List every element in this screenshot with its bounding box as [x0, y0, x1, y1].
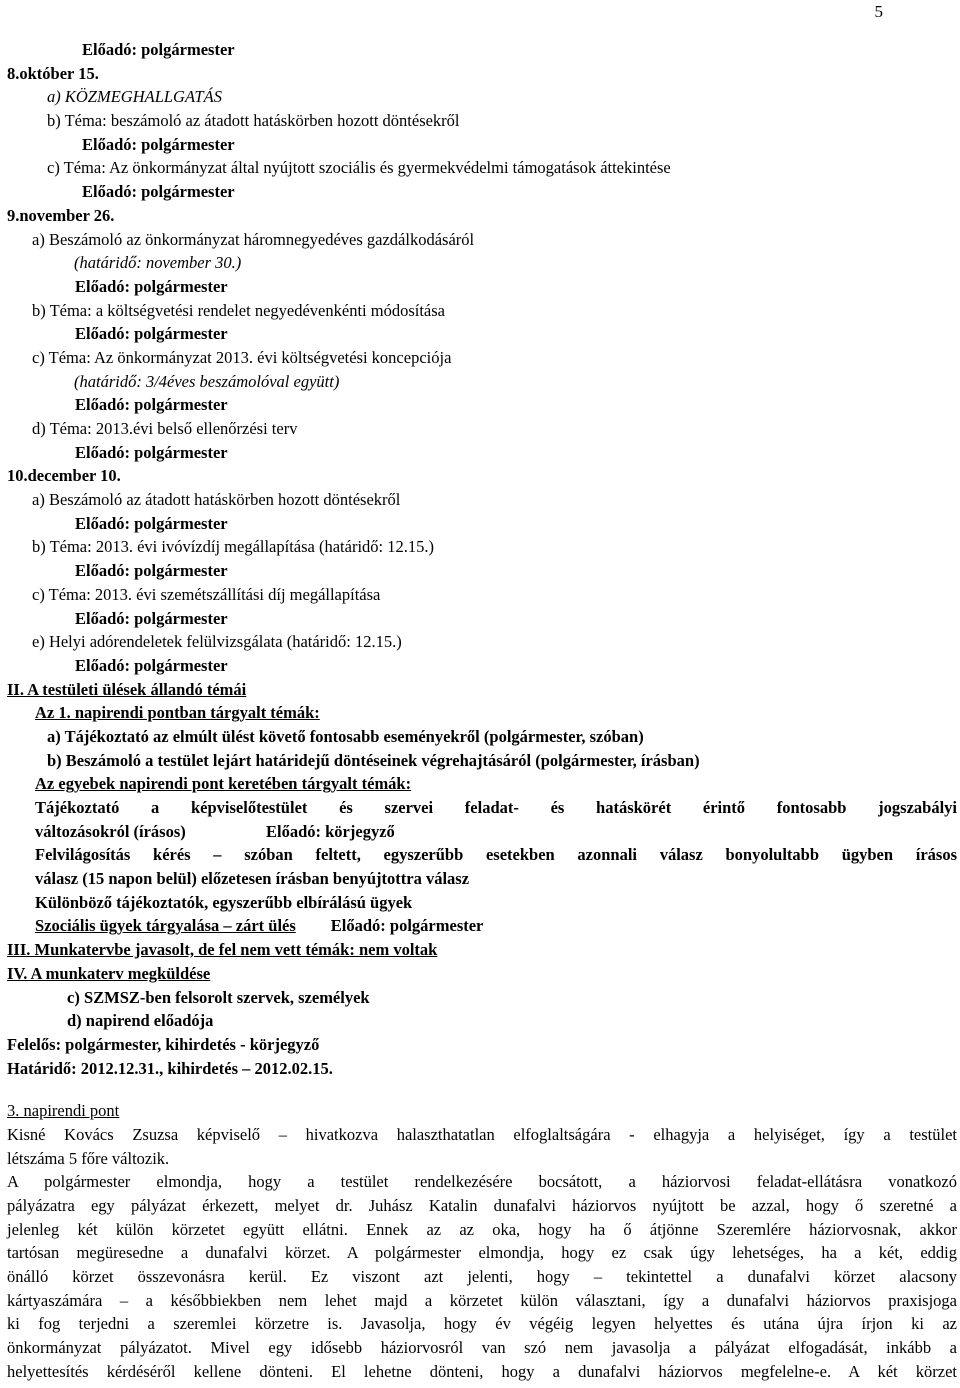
agenda-item: d) Téma: 2013.évi belső ellenőrzési terv	[32, 419, 298, 438]
paragraph-line: önálló körzet összevonásra kerül. Ez viszont azt jelenti, hogy – tekintettel a dunafalvi körzet alacsony	[7, 1267, 957, 1287]
deadline-line: Határidő: 2012.12.31., kihirdetés – 2012.02.15.	[7, 1058, 333, 1078]
presenter-label: Előadó: polgármester	[330, 916, 484, 936]
section-heading: IV. A munkaterv megküldése	[7, 963, 211, 983]
paragraph-line: tartósan megüresedne a dunafalvi körzet. A polgármester elmondja, hogy ez csak úgy lehetséges, ha a két, eddig	[7, 1243, 957, 1263]
meeting-date: 9.november 26.	[7, 205, 115, 225]
section-heading: III. Munkatervbe javasolt, de fel nem vett témák: nem voltak	[7, 940, 438, 960]
agenda-item: c) Téma: Az önkormányzat által nyújtott szociális és gyermekvédelmi támogatások áttekintése	[47, 158, 671, 178]
meeting-date: 8.október 15.	[7, 63, 99, 83]
agenda-item: b) Téma: 2013. évi ivóvízdíj megállapítása (határidő: 12.15.)	[32, 537, 435, 557]
presenter-line: Előadó: polgármester	[75, 608, 228, 628]
deadline-note: (határidő: 3/4éves beszámolóval együtt)	[74, 371, 340, 391]
responsible-line: Felelős: polgármester, kihirdetés - körjegyző	[7, 1034, 320, 1054]
section-heading: II. A testületi ülések állandó témái	[7, 679, 247, 699]
presenter-line: Előadó: polgármester	[82, 182, 235, 202]
paragraph-line: helyettesítés kérdéséről kellene dönteni. El lehetne dönteni, hogy a dunafalvi háziorvos megfelelne-e. A két körzet	[7, 1361, 957, 1381]
presenter-line: Előadó: polgármester	[75, 655, 228, 675]
agenda-item: b) Téma: beszámoló az átadott hatáskörben hozott döntésekről	[47, 111, 460, 131]
paragraph-line: létszáma 5 főre változik.	[7, 1148, 170, 1168]
presenter-line: Előadó: polgármester	[75, 513, 228, 533]
presenter-line: Előadó: polgármester	[82, 40, 235, 59]
presenter-line: Előadó: polgármester	[75, 395, 228, 415]
standing-text: Különböző tájékoztatók, egyszerűbb elbírálású ügyek	[35, 892, 413, 912]
meeting-date: 10.december 10.	[7, 466, 121, 486]
presenter-label: Előadó: körjegyző	[266, 821, 395, 841]
closed-session-item: Szociális ügyek tárgyalása – zárt ülés	[35, 916, 296, 936]
standing-item: a) Tájékoztató az elmúlt ülést követő fontosabb eseményekről (polgármester, szóban)	[47, 726, 644, 746]
agenda-item: c) Téma: Az önkormányzat 2013. évi költségvetési koncepciója	[32, 347, 452, 367]
presenter-line: Előadó: polgármester	[75, 324, 228, 344]
document-body	[7, 38, 957, 1384]
agenda-item: a) Beszámoló az átadott hatáskörben hozott döntésekről	[32, 490, 401, 510]
standing-text: Felvilágosítás kérés – szóban feltett, egyszerűbb esetekben azonnali válasz bonyolultabb ügyben írásos	[35, 845, 957, 865]
page-number: 5	[874, 2, 883, 21]
deadline-note: (határidő: november 30.)	[74, 253, 242, 273]
paragraph-line: önkormányzat pályázatot. Mivel egy idősebb háziorvosról van szó nem javasolja a pályázat elfogadását, inkább a	[7, 1338, 957, 1358]
paragraph-line: Kisné Kovács Zsuzsa képviselő – hivatkozva halaszthatatlan elfoglaltságára - elhagyja a helyiséget, így a testület	[7, 1124, 957, 1144]
agenda-item: a) Beszámoló az önkormányzat háromnegyedéves gazdálkodásáról	[32, 229, 475, 249]
standing-item: b) Beszámoló a testület lejárt határidejű döntéseinek végrehajtásáról (polgármester, írásban)	[47, 750, 700, 770]
presenter-line: Előadó: polgármester	[82, 134, 235, 154]
presenter-line: Előadó: polgármester	[75, 276, 228, 296]
presenter-line: Előadó: polgármester	[75, 442, 228, 462]
agenda-point-heading: 3. napirendi pont	[7, 1101, 120, 1121]
presenter-line: Előadó: polgármester	[75, 561, 228, 581]
paragraph-line: A polgármester elmondja, hogy a testület rendelkezésére bocsátott, a háziorvosi feladat-ellátásra vonatkozó	[7, 1172, 957, 1192]
paragraph-line: kártyaszámára – a későbbiekben nem lehet majd a körzetet külön választani, így a dunafalvi háziorvos praxisjoga	[7, 1290, 957, 1310]
recipient-item: c) SZMSZ-ben felsorolt szervek, személyek	[67, 987, 370, 1007]
agenda-item: c) Téma: 2013. évi szemétszállítási díj megállapítása	[32, 584, 381, 604]
agenda-item: a) KÖZMEGHALLGATÁS	[47, 87, 222, 107]
standing-text: válasz (15 napon belül) előzetesen írásban benyújtottra válasz	[35, 869, 470, 889]
paragraph-line: jelenleg két külön körzetet együtt ellátni. Ennek az az oka, hogy ha ő átjönne Szeremlére háziorvosnak, akkor	[7, 1219, 957, 1239]
standing-text: változásokról (írásos)	[35, 821, 186, 841]
paragraph-line: ki fog terjedni a szeremlei körzetre is. Javasolja, hogy év végéig legyen helyettes és utána újra írjon ki az	[7, 1314, 957, 1334]
recipient-item: d) napirend előadója	[67, 1011, 214, 1031]
agenda-item: b) Téma: a költségvetési rendelet negyedévenkénti módosítása	[32, 300, 445, 320]
paragraph-line: pályázatra egy pályázat érkezett, melyet dr. Juhász Katalin dunafalvi háziorvos nyújtott be azzal, hogy ő szeretné a	[7, 1196, 957, 1215]
agenda-item: e) Helyi adórendeletek felülvizsgálata (határidő: 12.15.)	[32, 632, 402, 652]
standing-text: Tájékoztató a képviselőtestület és szervei feladat- és hatáskörét érintő fontosabb jogszabályi	[35, 798, 957, 817]
subsection-heading: Az 1. napirendi pontban tárgyalt témák:	[35, 703, 320, 723]
subsection-heading: Az egyebek napirendi pont keretében tárgyalt témák:	[35, 774, 412, 794]
